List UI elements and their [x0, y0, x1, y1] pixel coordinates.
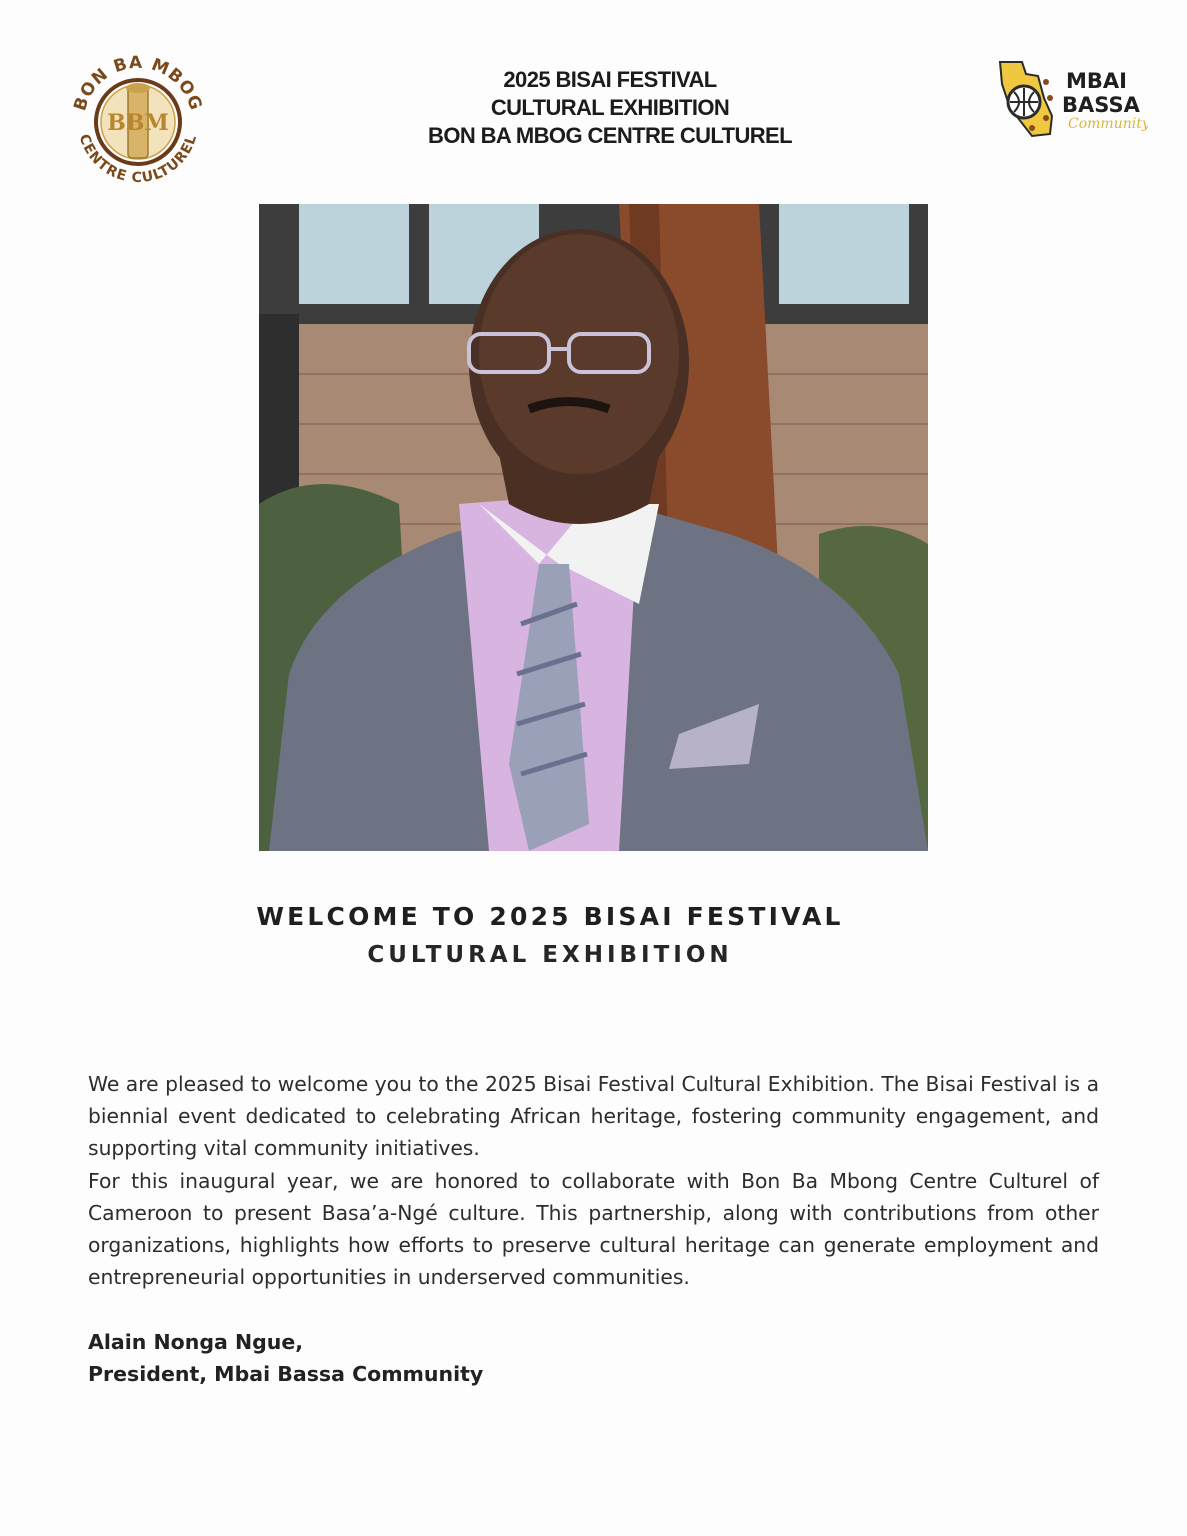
welcome-title: WELCOME TO 2025 BISAI FESTIVAL — [256, 902, 844, 931]
paragraph-2: For this inaugural year, we are honored to collaborate with Bon Ba Mbong Centre Culturel of Cameroon to present Basa’a-Ngé culture. This partnership, along with contributions from other organizations, highlights how efforts to preserve cultural heritage can generate employment and entrepreneurial opportunities in underserved communities. — [88, 1168, 1099, 1290]
bassa-text: BASSA — [1062, 93, 1140, 117]
header-line-1: 2025 BISAI FESTIVAL — [503, 67, 717, 92]
portrait-photo — [259, 204, 928, 851]
header-line-3: BON BA MBOG CENTRE CULTUREL — [428, 123, 792, 148]
community-script-text: Community — [1068, 116, 1148, 132]
svg-text:CENTRE CULTUREL: CENTRE CULTUREL — [75, 132, 201, 187]
document-header — [300, 66, 920, 150]
signatory-title: President, Mbai Bassa Community — [88, 1362, 484, 1386]
header-line-2: CULTURAL EXHIBITION — [490, 95, 730, 120]
signatory-name: Alain Nonga Ngue, — [88, 1330, 304, 1354]
svg-text:BON BA MBOG: BON BA MBOG — [70, 52, 206, 114]
mbai-bassa-logo — [992, 58, 1148, 140]
welcome-message — [88, 1068, 1099, 1293]
svg-text:BBM: BBM — [107, 110, 169, 136]
signature-block — [88, 1326, 483, 1390]
paragraph-1: We are pleased to welcome you to the 2025 Bisai Festival Cultural Exhibition. The Bisai Festival is a biennial event dedicated to celebrating African heritage, fostering community engagement, and supporting vital community initiatives. — [88, 1072, 1099, 1161]
mbai-text: MBAI — [1066, 69, 1127, 93]
bon-ba-mbog-logo — [62, 46, 214, 198]
welcome-subtitle: CULTURAL EXHIBITION — [367, 942, 733, 968]
